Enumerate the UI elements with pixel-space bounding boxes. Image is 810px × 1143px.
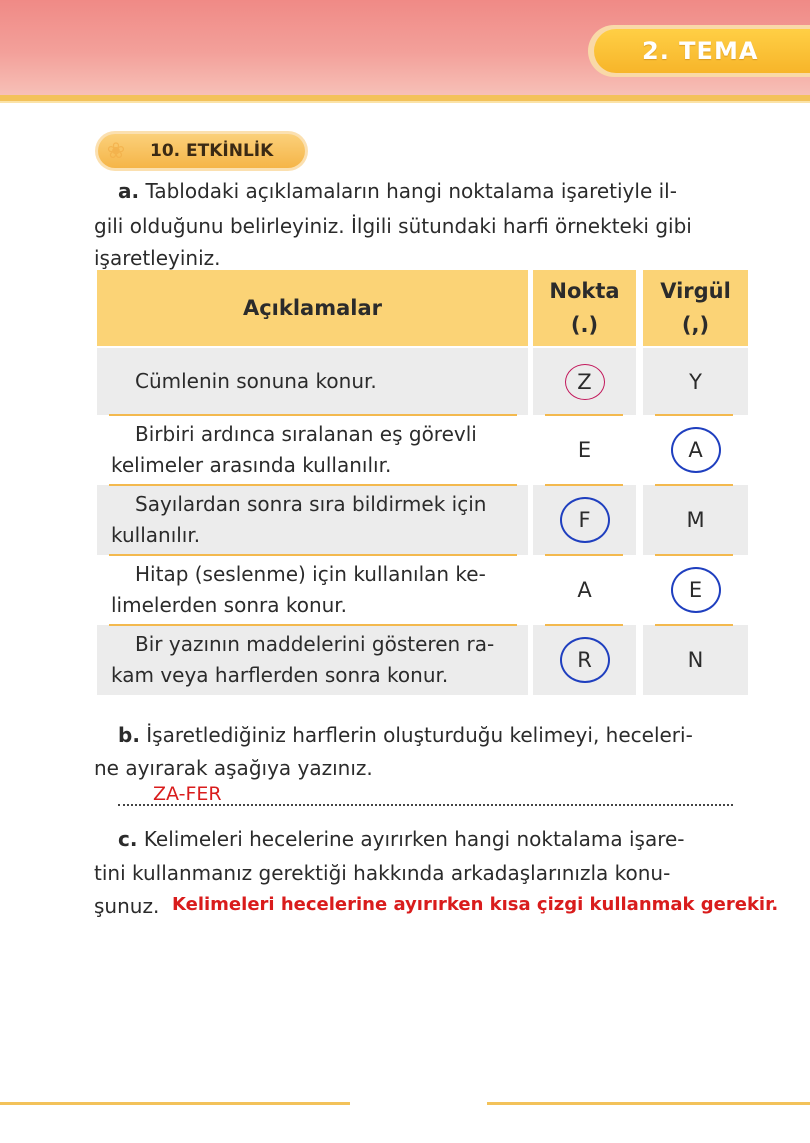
row-divider	[655, 624, 733, 626]
part-b-label: b.	[118, 723, 140, 747]
row-description-line2: kelimeler arasında kullanılır.	[111, 453, 392, 477]
row-description-line2: kam veya harflerden sonra konur.	[111, 663, 449, 687]
table-row	[97, 485, 748, 555]
row-divider	[545, 414, 623, 416]
table-row	[97, 415, 748, 485]
part-a-label: a.	[118, 179, 140, 203]
row-divider	[545, 554, 623, 556]
nokta-letter[interactable]: F	[560, 497, 610, 543]
row-divider	[109, 624, 517, 626]
footer-divider-right	[487, 1102, 810, 1105]
nokta-letter[interactable]: E	[577, 438, 592, 462]
nokta-letter[interactable]: Z	[565, 364, 605, 400]
row-description-line1: Sayılardan sonra sıra bildirmek için	[135, 492, 487, 516]
table-row	[97, 555, 748, 625]
row-description-line1: Bir yazının maddelerini gösteren ra-	[135, 632, 495, 656]
row-virgul-cell	[643, 625, 748, 695]
row-divider	[655, 484, 733, 486]
part-b-text-1: İşaretlediğiniz harflerin oluşturduğu kelimeyi, heceleri-	[146, 723, 693, 747]
virgul-letter[interactable]: M	[686, 508, 705, 532]
row-nokta-cell	[533, 415, 636, 485]
virgul-header-name: Virgül	[660, 279, 731, 303]
row-description-line1: Cümlenin sonuna konur.	[135, 369, 377, 393]
row-divider	[545, 624, 623, 626]
row-virgul-cell	[643, 485, 748, 555]
row-divider	[109, 414, 517, 416]
row-virgul-cell	[643, 415, 748, 485]
part-c-text-3: şunuz.	[94, 894, 160, 918]
nokta-header-name: Nokta	[549, 279, 620, 303]
row-virgul-cell	[643, 555, 748, 625]
row-description	[97, 415, 528, 485]
row-nokta-cell	[533, 485, 636, 555]
row-nokta-cell	[533, 348, 636, 415]
row-divider	[655, 414, 733, 416]
theme-badge	[588, 25, 810, 77]
part-c-answer[interactable]: Kelimeleri hecelerine ayırırken kısa çizgi kullanmak gerekir.	[172, 894, 779, 915]
row-description	[97, 555, 528, 625]
row-description-line1: Birbiri ardınca sıralanan eş görevli	[135, 422, 477, 446]
row-divider	[109, 484, 517, 486]
activity-badge-label: 10. ETKİNLİK	[98, 134, 305, 168]
footer-divider-left	[0, 1102, 350, 1105]
part-a-text-1: Tablodaki açıklamaların hangi noktalama işaretiyle il-	[145, 179, 677, 203]
row-nokta-cell	[533, 625, 636, 695]
header-divider-light	[0, 101, 810, 103]
virgul-header-symbol: (,)	[681, 313, 710, 337]
virgul-letter[interactable]: N	[687, 648, 704, 672]
nokta-header-symbol: (.)	[570, 313, 599, 337]
part-b-answer[interactable]: ZA-FER	[153, 783, 222, 805]
part-b-line1	[118, 721, 693, 750]
part-c-text-1: Kelimeleri hecelerine ayırırken hangi noktalama işare-	[143, 827, 685, 851]
punctuation-table	[97, 270, 748, 695]
part-c-line1	[118, 825, 685, 854]
table-header-description: Açıklamalar	[97, 270, 528, 346]
table-header-virgul	[643, 270, 748, 346]
row-divider	[109, 554, 517, 556]
table-row	[97, 348, 748, 415]
theme-badge-label: 2. TEMA	[594, 29, 810, 73]
nokta-letter[interactable]: A	[577, 578, 592, 602]
activity-decoration-icon: ❀	[106, 138, 126, 164]
part-c-label: c.	[118, 827, 138, 851]
row-description	[97, 485, 528, 555]
row-divider	[545, 484, 623, 486]
row-description	[97, 625, 528, 695]
row-description-line2: kullanılır.	[111, 523, 201, 547]
row-description-line2: limelerden sonra konur.	[111, 593, 348, 617]
nokta-letter[interactable]: R	[560, 637, 610, 683]
virgul-letter[interactable]: E	[671, 567, 721, 613]
part-a-text-3: işaretleyiniz.	[94, 246, 221, 270]
virgul-letter[interactable]: A	[671, 427, 721, 473]
row-nokta-cell	[533, 555, 636, 625]
row-description-line1: Hitap (seslenme) için kullanılan ke-	[135, 562, 486, 586]
row-virgul-cell	[643, 348, 748, 415]
virgul-letter[interactable]: Y	[689, 369, 702, 394]
row-description	[97, 348, 528, 415]
part-a-text-2: gili olduğunu belirleyiniz. İlgili sütundaki harfi örnekteki gibi	[94, 214, 692, 238]
part-b-text-2: ne ayırarak aşağıya yazınız.	[94, 756, 373, 780]
row-divider	[655, 554, 733, 556]
table-row	[97, 625, 748, 695]
part-c-text-2: tini kullanmanız gerektiği hakkında arkadaşlarınızla konu-	[94, 861, 671, 885]
table-header-nokta	[533, 270, 636, 346]
part-a-line1	[118, 177, 677, 206]
